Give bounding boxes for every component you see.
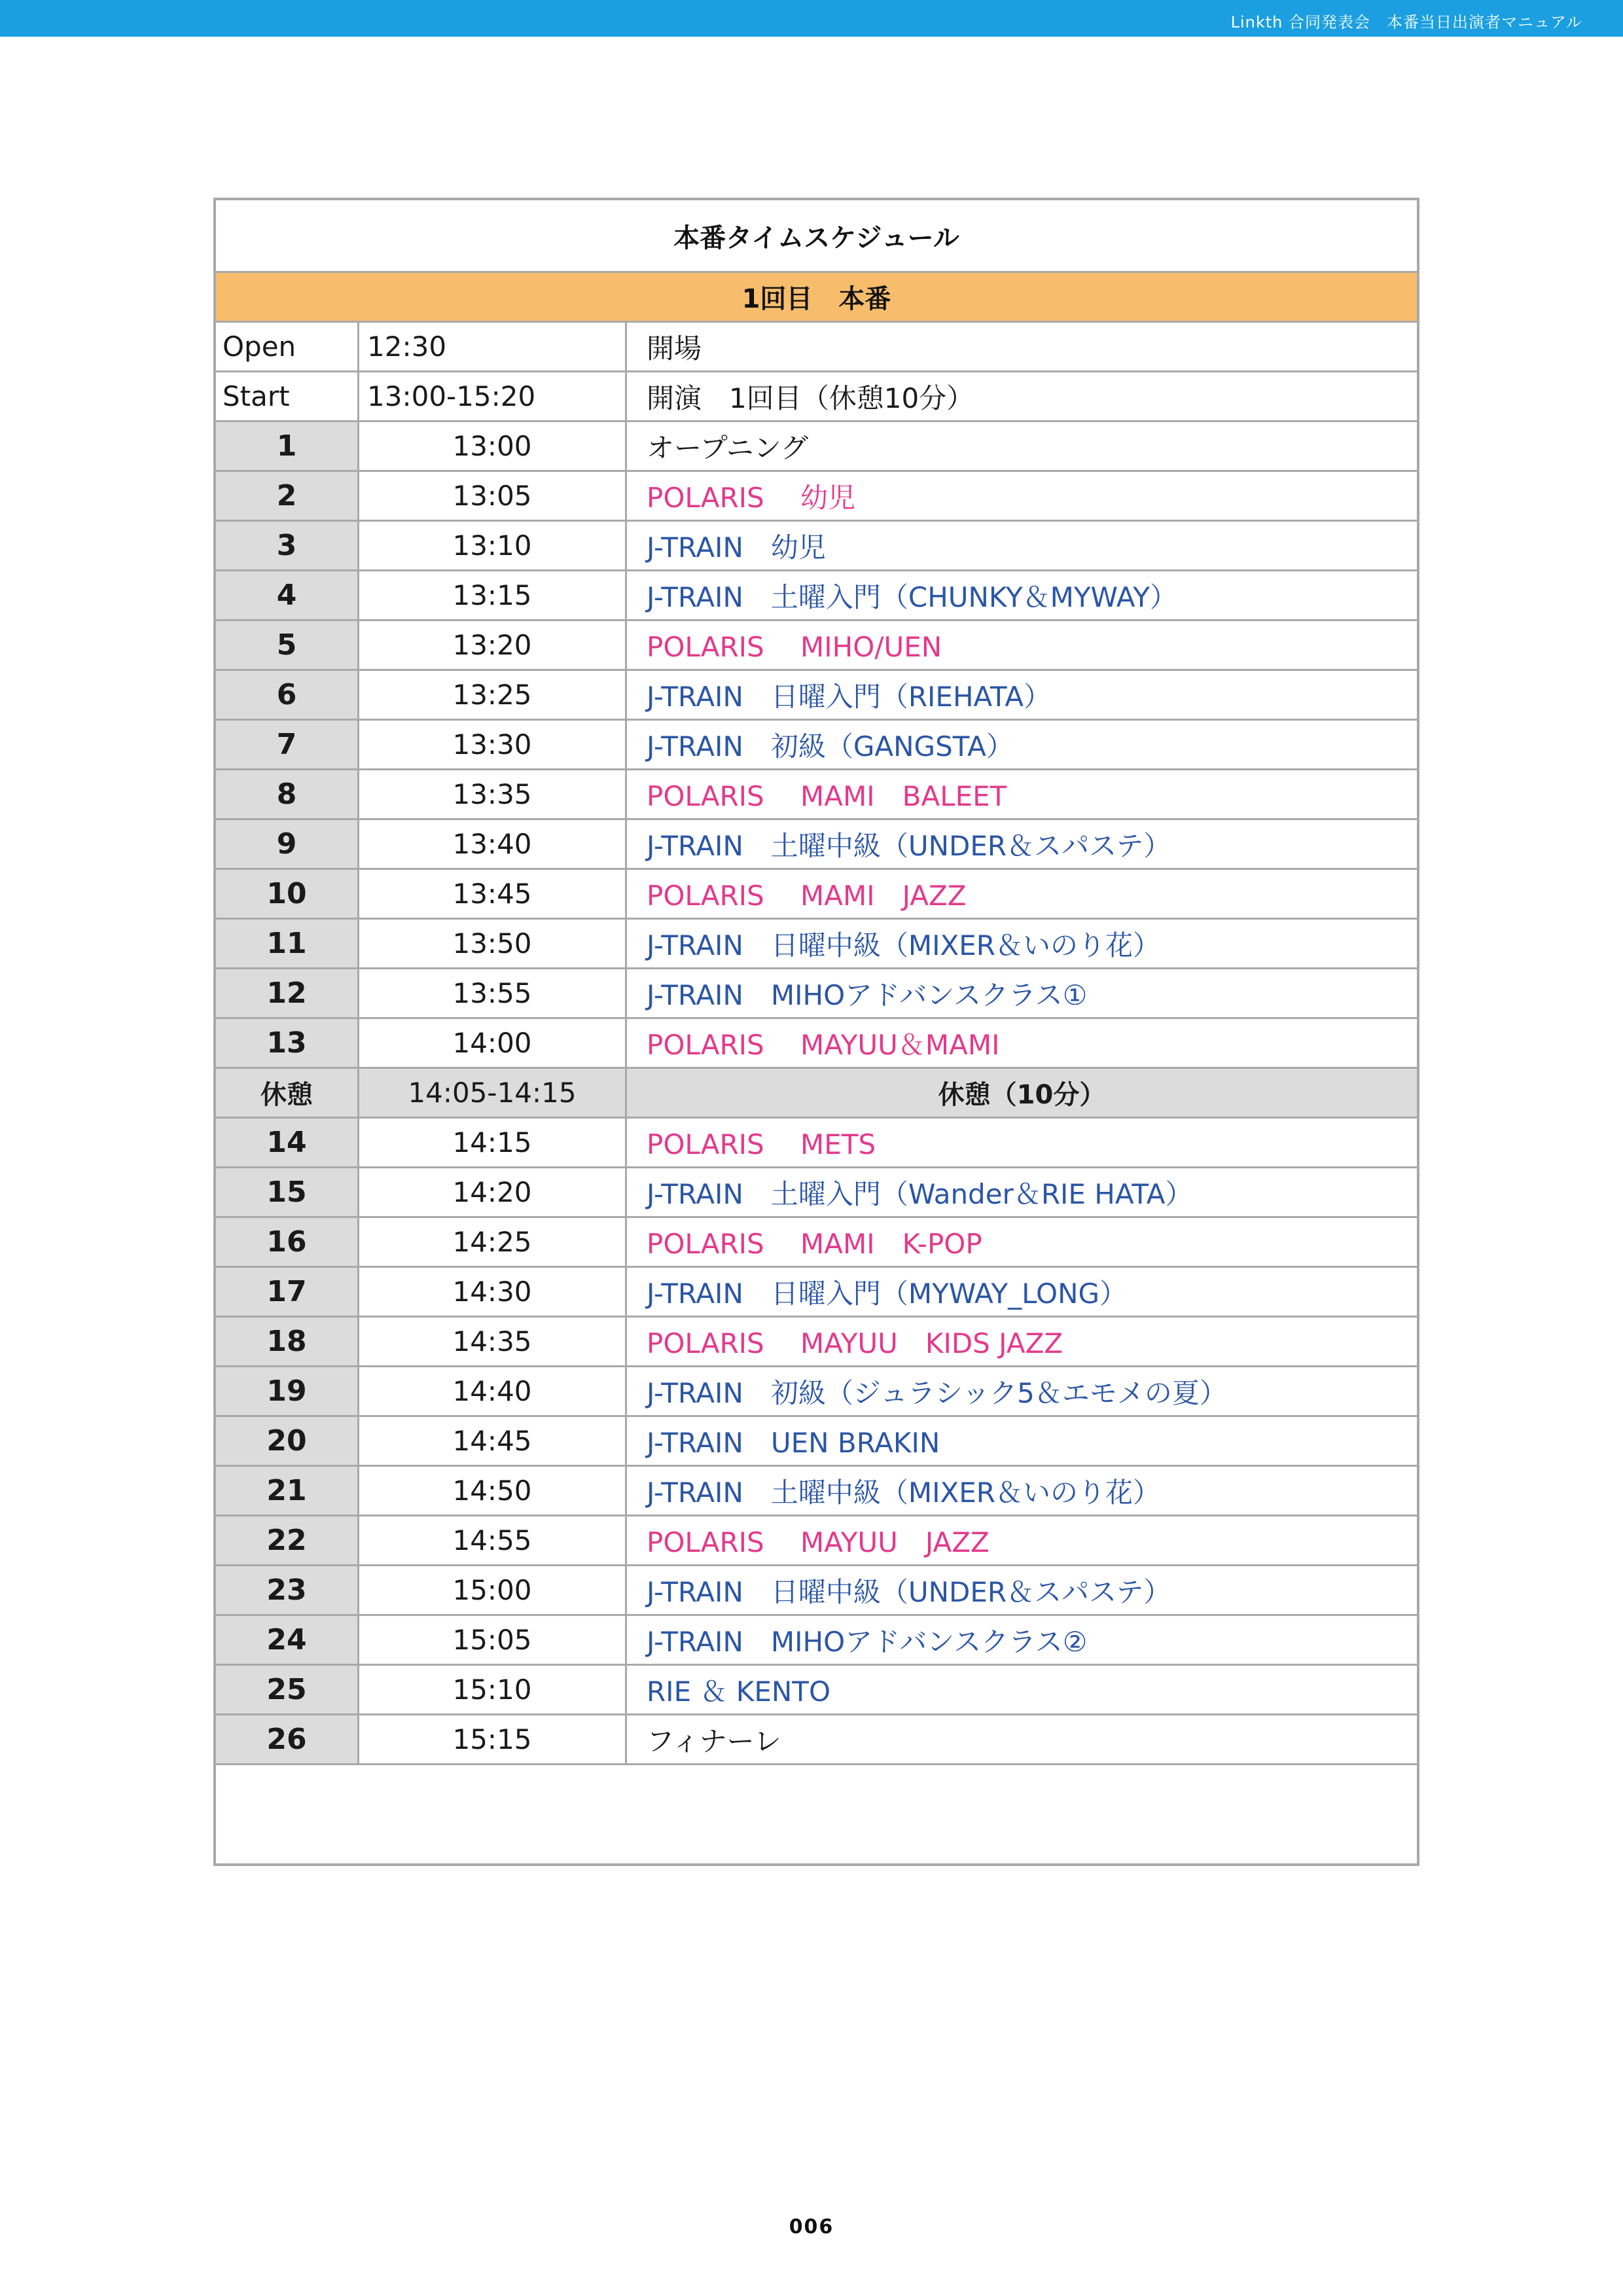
table-row [216, 820, 1417, 870]
start-label: Start [216, 372, 359, 420]
row-number: 26 [216, 1715, 359, 1763]
start-row [216, 372, 1417, 422]
row-time: 15:15 [359, 1715, 627, 1763]
row-time: 15:10 [359, 1666, 627, 1713]
open-row [216, 323, 1417, 372]
row-time: 14:30 [359, 1268, 627, 1316]
row-time: 13:45 [359, 870, 627, 918]
start-desc: 開演 1回目（休憩10分） [647, 382, 974, 414]
row-number: 2 [216, 472, 359, 520]
row-program: J-TRAIN MIHOアドバンスクラス① [647, 978, 1088, 1011]
table-title-row [216, 200, 1417, 273]
start-time: 13:00-15:20 [359, 372, 627, 420]
table-row [216, 621, 1417, 671]
table-row [216, 1467, 1417, 1516]
empty-notes-row [216, 1765, 1417, 1863]
header-bar [0, 0, 1623, 37]
row-time: 14:00 [359, 1019, 627, 1067]
open-time: 12:30 [359, 323, 627, 370]
row-number: 8 [216, 770, 359, 818]
row-time: 13:05 [359, 472, 627, 520]
open-desc: 開場 [647, 332, 702, 365]
row-program: RIE ＆ KENTO [647, 1675, 831, 1708]
row-program: POLARIS 幼児 [647, 481, 856, 514]
row-program: J-TRAIN 土曜入門（Wander＆RIE HATA） [647, 1177, 1193, 1210]
row-time: 14:45 [359, 1417, 627, 1465]
page-number: 006 [789, 2215, 834, 2238]
row-time: 14:35 [359, 1318, 627, 1365]
row-number: 4 [216, 571, 359, 619]
row-time: 13:20 [359, 621, 627, 669]
table-row [216, 1566, 1417, 1616]
table-row [216, 969, 1417, 1019]
row-program: POLARIS MAYUU KIDS JAZZ [647, 1327, 1063, 1359]
table-row [216, 1367, 1417, 1417]
row-number: 12 [216, 969, 359, 1017]
table-row [216, 1616, 1417, 1666]
row-number: 22 [216, 1516, 359, 1564]
row-program: J-TRAIN 幼児 [647, 531, 826, 564]
row-time: 13:40 [359, 820, 627, 868]
table-row [216, 1168, 1417, 1218]
row-program: J-TRAIN UEN BRAKIN [647, 1426, 940, 1459]
row-program: POLARIS MAYUU JAZZ [647, 1526, 990, 1558]
row-program: POLARIS MAYUU＆MAMI [647, 1028, 1000, 1061]
row-number: 6 [216, 671, 359, 719]
table-row [216, 472, 1417, 522]
session-title: 1回目 本番 [741, 284, 891, 314]
row-time: 13:25 [359, 671, 627, 719]
table-row [216, 522, 1417, 571]
schedule-rows-part1 [216, 422, 1417, 1069]
row-number: 9 [216, 820, 359, 868]
row-program: フィナーレ [647, 1725, 781, 1757]
table-row [216, 870, 1417, 920]
row-time: 13:35 [359, 770, 627, 818]
row-program: POLARIS MAMI K-POP [647, 1227, 982, 1260]
row-number: 1 [216, 422, 359, 470]
row-number: 14 [216, 1119, 359, 1166]
break-desc: 休憩（10分） [938, 1080, 1106, 1110]
row-time: 14:40 [359, 1367, 627, 1415]
row-program: J-TRAIN 初級（ジュラシック5＆エモメの夏） [647, 1376, 1227, 1409]
row-time: 15:05 [359, 1616, 627, 1664]
row-time: 15:00 [359, 1566, 627, 1614]
row-program: J-TRAIN 日曜中級（MIXER＆いのり花） [647, 929, 1160, 961]
row-number: 18 [216, 1318, 359, 1365]
row-program: J-TRAIN 土曜中級（UNDER＆スパステ） [647, 829, 1171, 862]
row-program: オープニング [647, 431, 808, 464]
row-program: J-TRAIN 土曜入門（CHUNKY＆MYWAY） [647, 581, 1177, 613]
open-label: Open [216, 323, 359, 370]
row-time: 13:55 [359, 969, 627, 1017]
row-time: 13:30 [359, 721, 627, 768]
schedule-table [213, 198, 1419, 1866]
table-row [216, 422, 1417, 472]
row-number: 20 [216, 1417, 359, 1465]
row-number: 17 [216, 1268, 359, 1316]
row-number: 23 [216, 1566, 359, 1614]
table-row [216, 1666, 1417, 1715]
table-row [216, 1119, 1417, 1168]
header-title: Linkth 合同発表会 本番当日出演者マニュアル [1230, 13, 1582, 31]
table-row [216, 920, 1417, 969]
table-row [216, 1218, 1417, 1268]
row-number: 21 [216, 1467, 359, 1515]
table-row [216, 1715, 1417, 1765]
row-program: J-TRAIN 初級（GANGSTA） [647, 730, 1014, 762]
row-time: 13:15 [359, 571, 627, 619]
row-program: J-TRAIN 日曜入門（MYWAY_LONG） [647, 1277, 1128, 1310]
row-number: 16 [216, 1218, 359, 1266]
row-time: 14:25 [359, 1218, 627, 1266]
row-number: 5 [216, 621, 359, 669]
row-number: 11 [216, 920, 359, 967]
row-number: 15 [216, 1168, 359, 1216]
table-row [216, 1417, 1417, 1467]
table-row [216, 1516, 1417, 1566]
row-time: 14:20 [359, 1168, 627, 1216]
break-time: 14:05-14:15 [359, 1069, 627, 1117]
row-number: 24 [216, 1616, 359, 1664]
table-row [216, 721, 1417, 770]
row-time: 13:00 [359, 422, 627, 470]
row-program: POLARIS METS [647, 1128, 876, 1160]
break-label: 休憩 [216, 1069, 359, 1117]
table-title: 本番タイムスケジュール [673, 223, 959, 253]
table-row [216, 571, 1417, 621]
table-row [216, 1268, 1417, 1318]
row-program: POLARIS MAMI JAZZ [647, 879, 967, 912]
table-row [216, 671, 1417, 721]
row-program: J-TRAIN 土曜中級（MIXER＆いのり花） [647, 1476, 1160, 1509]
row-number: 10 [216, 870, 359, 918]
row-number: 25 [216, 1666, 359, 1713]
row-program: POLARIS MIHO/UEN [647, 630, 942, 663]
row-time: 13:10 [359, 522, 627, 569]
row-time: 14:50 [359, 1467, 627, 1515]
table-row [216, 770, 1417, 820]
row-number: 19 [216, 1367, 359, 1415]
session-header-row [216, 273, 1417, 323]
row-time: 14:15 [359, 1119, 627, 1166]
table-row [216, 1318, 1417, 1367]
row-program: POLARIS MAMI BALEET [647, 780, 1007, 812]
row-program: J-TRAIN 日曜中級（UNDER＆スパステ） [647, 1575, 1171, 1608]
row-number: 3 [216, 522, 359, 569]
schedule-rows-part2 [216, 1119, 1417, 1765]
row-number: 13 [216, 1019, 359, 1067]
row-time: 13:50 [359, 920, 627, 967]
break-row [216, 1069, 1417, 1119]
row-program: J-TRAIN 日曜入門（RIEHATA） [647, 680, 1052, 713]
row-number: 7 [216, 721, 359, 768]
row-program: J-TRAIN MIHOアドバンスクラス② [647, 1625, 1088, 1658]
table-row [216, 1019, 1417, 1069]
row-time: 14:55 [359, 1516, 627, 1564]
